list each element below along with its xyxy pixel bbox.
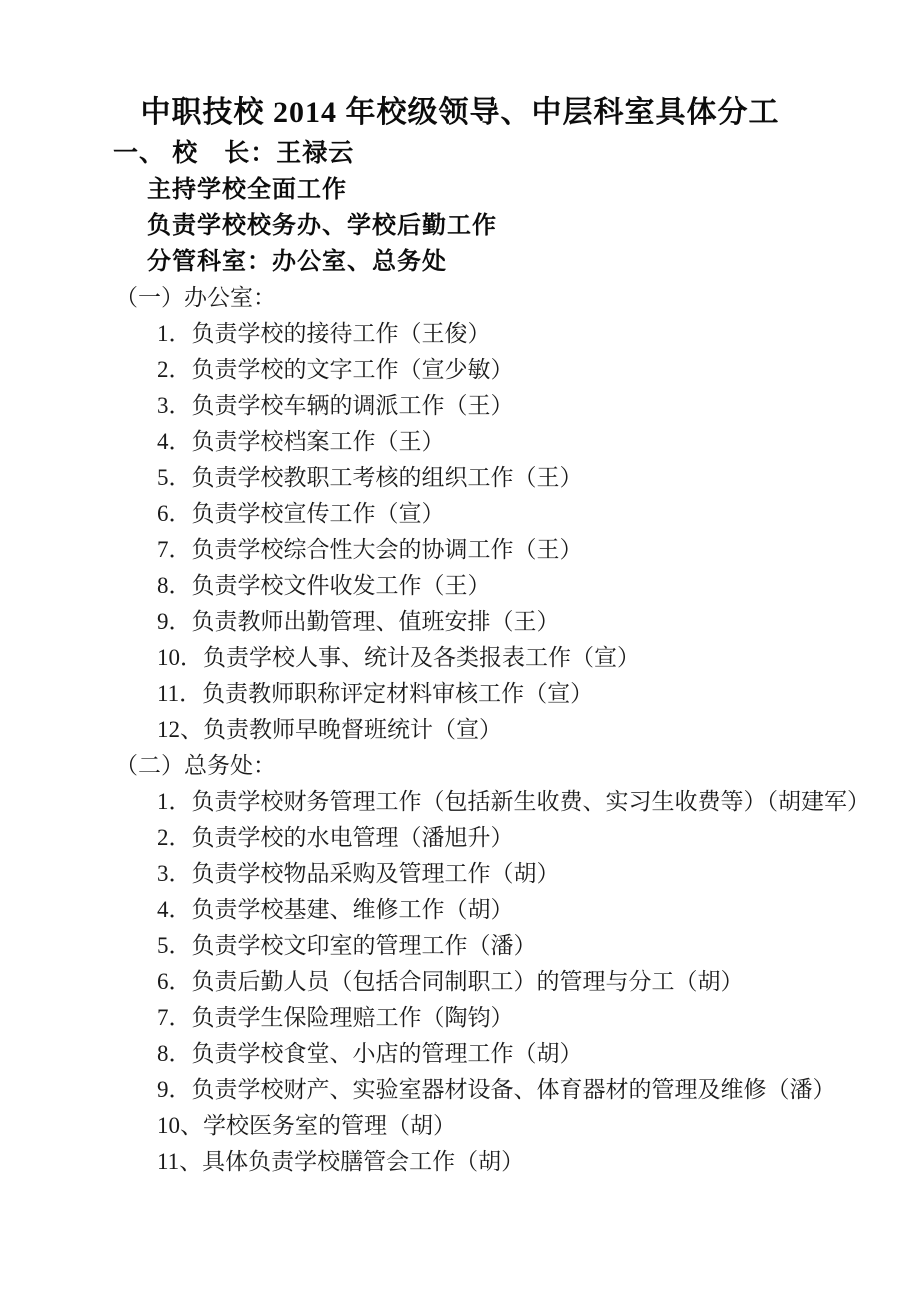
task-item: 11．负责教师职称评定材料审核工作（宣）: [157, 681, 594, 706]
section-heading-general-affairs: （二）总务处：: [115, 753, 276, 778]
page-title: 中职技校 2014 年校级领导、中层科室具体分工: [140, 96, 780, 129]
task-item: 3．负责学校物品采购及管理工作（胡）: [157, 861, 560, 886]
task-item: 11、具体负责学校膳管会工作（胡）: [157, 1149, 525, 1174]
task-item: 6．负责学校宣传工作（宣）: [157, 501, 445, 526]
principal-duty-line: 分管科室：办公室、总务处: [147, 249, 447, 275]
task-item: 8．负责学校文件收发工作（王）: [157, 573, 491, 598]
task-item: 2．负责学校的文字工作（宣少敏）: [157, 357, 514, 382]
principal-role-line: 一、 校 长：王禄云: [113, 140, 355, 167]
task-item: 3．负责学校车辆的调派工作（王）: [157, 393, 514, 418]
task-item: 12、负责教师早晚督班统计（宣）: [157, 717, 502, 742]
task-item: 10、学校医务室的管理（胡）: [157, 1113, 456, 1138]
task-item: 4．负责学校档案工作（王）: [157, 429, 445, 454]
principal-duty-line: 主持学校全面工作: [147, 177, 347, 203]
task-item: 8．负责学校食堂、小店的管理工作（胡）: [157, 1041, 583, 1066]
task-item: 7．负责学生保险理赔工作（陶钧）: [157, 1005, 514, 1030]
task-item: 9．负责教师出勤管理、值班安排（王）: [157, 609, 560, 634]
task-item: 6．负责后勤人员（包括合同制职工）的管理与分工（胡）: [157, 969, 744, 994]
task-item: 10．负责学校人事、统计及各类报表工作（宣）: [157, 645, 640, 670]
task-item: 5．负责学校教职工考核的组织工作（王）: [157, 465, 583, 490]
task-item: 2．负责学校的水电管理（潘旭升）: [157, 825, 514, 850]
task-item: 9．负责学校财产、实验室器材设备、体育器材的管理及维修（潘）: [157, 1077, 836, 1102]
section-heading-office: （一）办公室：: [115, 285, 276, 310]
task-item: 1．负责学校财务管理工作（包括新生收费、实习生收费等）（胡建军）: [157, 789, 870, 814]
task-item: 1．负责学校的接待工作（王俊）: [157, 321, 491, 346]
principal-duty-line: 负责学校校务办、学校后勤工作: [147, 213, 497, 239]
task-item: 7．负责学校综合性大会的协调工作（王）: [157, 537, 583, 562]
task-item: 5．负责学校文印室的管理工作（潘）: [157, 933, 537, 958]
task-item: 4．负责学校基建、维修工作（胡）: [157, 897, 514, 922]
